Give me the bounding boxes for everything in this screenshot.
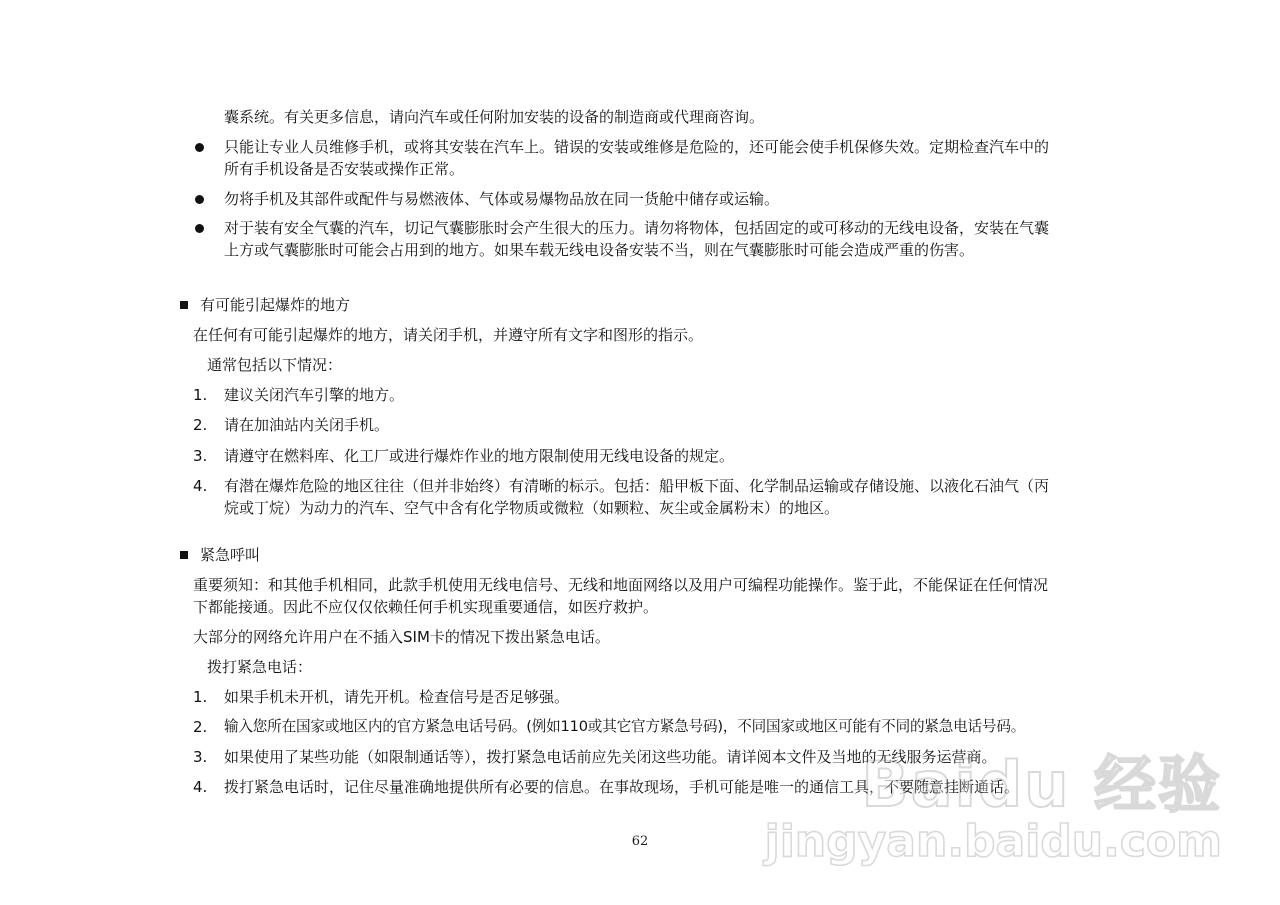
- bullet-3-line-2: 上方或气囊膨胀时可能会占用到的地方。如果车载无线电设备安装不当，则在气囊膨胀时可能会造成严重的伤害。: [224, 241, 975, 259]
- emergency-item-4-num: 4.: [193, 778, 208, 796]
- explosive-item-3-num: 3.: [193, 447, 208, 465]
- emergency-heading: 紧急呼叫: [200, 546, 261, 564]
- explosive-item-2-num: 2.: [193, 416, 208, 434]
- page-number: 62: [631, 834, 649, 849]
- explosive-item-2-text: 请在加油站内关闭手机。: [224, 416, 390, 434]
- emergency-item-1-num: 1.: [193, 688, 208, 706]
- explosive-sub: 通常包括以下情况：: [207, 356, 343, 374]
- bullet-1-line-2: 所有手机设备是否安装或操作正常。: [224, 160, 465, 178]
- bullet-dot-icon: [195, 224, 204, 233]
- emergency-item-3-text: 如果使用了某些功能（如限制通话等），拨打紧急电话前应先关闭这些功能。请详阅本文件及当地的无线服务运营商。: [224, 748, 997, 766]
- bullet-dot-icon: [195, 195, 204, 204]
- section-square-icon: [180, 551, 188, 559]
- bullet-1-line-1: 只能让专业人员维修手机，或将其安装在汽车上。错误的安装或维修是危险的，还可能会使手机保修失效。定期检查汽车中的: [224, 138, 1050, 156]
- emergency-item-3-num: 3.: [193, 748, 208, 766]
- emergency-para-2: 大部分的网络允许用户在不插入SIM卡的情况下拨出紧急电话。: [193, 628, 610, 646]
- emergency-item-2-num: 2.: [193, 718, 208, 736]
- explosive-item-1-text: 建议关闭汽车引擎的地方。: [224, 386, 405, 404]
- emergency-item-2-text: 输入您所在国家或地区内的官方紧急电话号码。(例如110或其它官方紧急号码)，不同国家或地区可能有不同的紧急电话号码。: [224, 718, 1026, 735]
- emergency-item-1-text: 如果手机未开机，请先开机。检查信号是否足够强。: [224, 688, 570, 706]
- baidu-watermark: [764, 748, 1222, 872]
- emergency-item-4-text: 拨打紧急电话时，记住尽量准确地提供所有必要的信息。在事故现场，手机可能是唯一的通信工具，不要随意挂断通话。: [224, 778, 1020, 796]
- watermark-logo: Baidu 经验: [861, 748, 1222, 821]
- section-square-icon: [180, 301, 188, 309]
- explosive-item-4-num: 4.: [193, 477, 208, 495]
- bullet-2-line-1: 勿将手机及其部件或配件与易燃液体、气体或易爆物品放在同一货舱中储存或运输。: [224, 190, 780, 208]
- continuation-text: 囊系统。有关更多信息，请向汽车或任何附加安装的设备的制造商或代理商咨询。: [224, 108, 765, 126]
- watermark-url: jingyan.baidu.com: [764, 816, 1222, 867]
- bullet-dot-icon: [195, 143, 204, 152]
- bullet-3-line-1: 对于装有安全气囊的汽车，切记气囊膨胀时会产生很大的压力。请勿将物体，包括固定的或可移动的无线电设备，安装在气囊: [224, 219, 1050, 237]
- explosive-item-4-line-2: 烷或丁烷）为动力的汽车、空气中含有化学物质或微粒（如颗粒、灰尘或金属粉末）的地区。: [224, 499, 840, 517]
- emergency-sub: 拨打紧急电话：: [207, 658, 313, 676]
- emergency-para-1-line-2: 下都能接通。因此不应仅仅依赖任何手机实现重要通信，如医疗救护。: [193, 598, 659, 616]
- explosive-intro: 在任何有可能引起爆炸的地方，请关闭手机，并遵守所有文字和图形的指示。: [193, 326, 704, 344]
- emergency-para-1-line-1: 重要须知：和其他手机相同，此款手机使用无线电信号、无线和地面网络以及用户可编程功能操作。鉴于此，不能保证在任何情况: [193, 576, 1049, 594]
- explosive-item-3-text: 请遵守在燃料库、化工厂或进行爆炸作业的地方限制使用无线电设备的规定。: [224, 447, 735, 465]
- explosive-heading: 有可能引起爆炸的地方: [200, 296, 351, 314]
- explosive-item-1-num: 1.: [193, 386, 208, 404]
- explosive-item-4-line-1: 有潜在爆炸危险的地区往往（但并非始终）有清晰的标示。包括：船甲板下面、化学制品运输或存储设施、以液化石油气（丙: [224, 477, 1050, 495]
